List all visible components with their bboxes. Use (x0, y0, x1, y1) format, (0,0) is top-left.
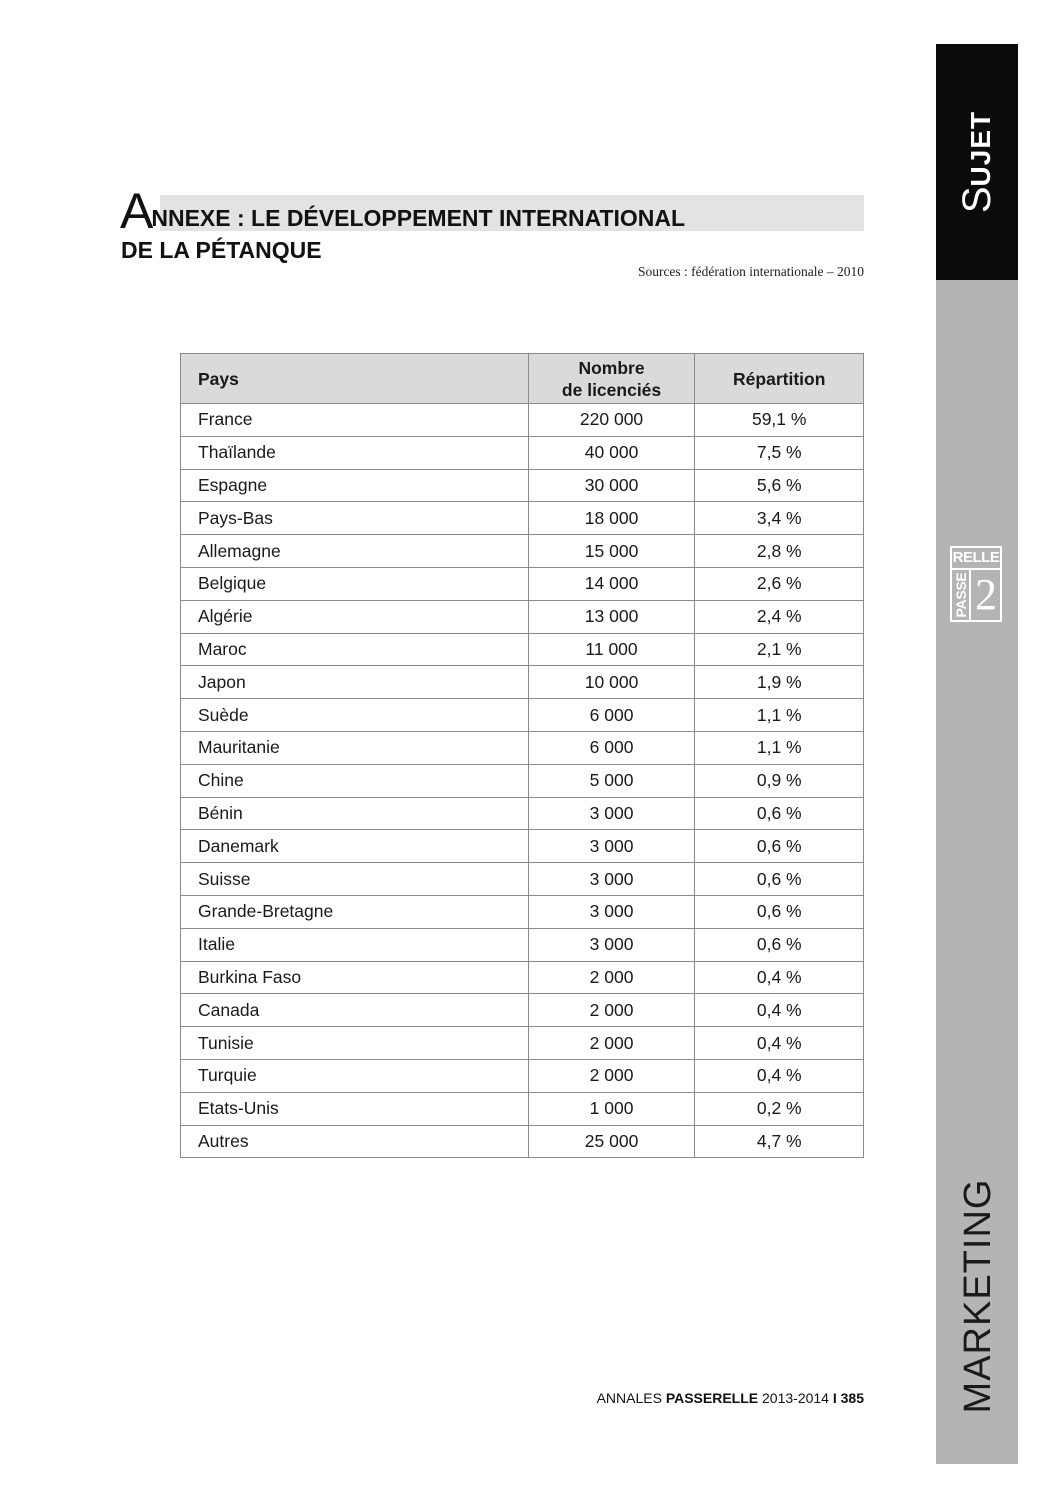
footer-separator: I (832, 1390, 837, 1406)
cell-repartition: 3,4 % (695, 502, 864, 535)
table-row (181, 535, 864, 568)
sujet-initial: S (955, 186, 999, 214)
cell-nombre: 3 000 (528, 895, 695, 928)
cell-pays: Allemagne (181, 535, 529, 568)
cell-pays: Maroc (181, 633, 529, 666)
cell-repartition: 0,4 % (695, 1059, 864, 1092)
cell-nombre: 3 000 (528, 928, 695, 961)
cell-repartition: 59,1 % (695, 404, 864, 437)
cell-nombre: 1 000 (528, 1092, 695, 1125)
table-row (181, 1027, 864, 1060)
cell-nombre: 6 000 (528, 731, 695, 764)
cell-repartition: 2,4 % (695, 600, 864, 633)
cell-repartition: 0,6 % (695, 797, 864, 830)
table-row (181, 633, 864, 666)
table-row (181, 436, 864, 469)
table-row (181, 404, 864, 437)
cell-nombre: 5 000 (528, 764, 695, 797)
cell-pays: Burkina Faso (181, 961, 529, 994)
page-title-line2: DE LA PÉTANQUE (121, 237, 322, 263)
table-row (181, 863, 864, 896)
cell-nombre: 2 000 (528, 1059, 695, 1092)
header-nombre (528, 354, 695, 404)
cell-repartition: 5,6 % (695, 469, 864, 502)
title-initial: A (120, 183, 152, 239)
table-row (181, 830, 864, 863)
cell-nombre: 2 000 (528, 1027, 695, 1060)
cell-pays: Suède (181, 699, 529, 732)
table-row (181, 961, 864, 994)
cell-pays: Autres (181, 1125, 529, 1158)
table-row (181, 797, 864, 830)
cell-repartition: 0,6 % (695, 863, 864, 896)
table-row (181, 1092, 864, 1125)
cell-repartition: 0,6 % (695, 830, 864, 863)
cell-pays: Tunisie (181, 1027, 529, 1060)
cell-pays: Suisse (181, 863, 529, 896)
cell-nombre: 3 000 (528, 863, 695, 896)
logo-vertical (953, 570, 971, 620)
cell-nombre: 220 000 (528, 404, 695, 437)
logo-top-text: RELLE (952, 548, 1000, 570)
title-line1-rest: NNEXE : LE DÉVELOPPEMENT INTERNATIONAL (151, 205, 686, 231)
passerelle-2-logo (950, 546, 1002, 622)
cell-nombre: 13 000 (528, 600, 695, 633)
cell-nombre: 3 000 (528, 797, 695, 830)
cell-pays: Turquie (181, 1059, 529, 1092)
cell-pays: Algérie (181, 600, 529, 633)
table-row (181, 600, 864, 633)
cell-pays: Espagne (181, 469, 529, 502)
side-label-sujet (957, 111, 997, 213)
cell-nombre: 6 000 (528, 699, 695, 732)
cell-repartition: 4,7 % (695, 1125, 864, 1158)
cell-repartition: 0,2 % (695, 1092, 864, 1125)
cell-pays: Pays-Bas (181, 502, 529, 535)
cell-repartition: 1,1 % (695, 699, 864, 732)
header-nombre-line2: de licenciés (561, 379, 662, 400)
logo-side-text: PASSE (953, 572, 969, 618)
footer-annales: ANNALES (596, 1390, 662, 1406)
cell-repartition: 1,1 % (695, 731, 864, 764)
cell-repartition: 2,8 % (695, 535, 864, 568)
licencies-table (180, 353, 864, 1158)
table-row (181, 994, 864, 1027)
table-row (181, 928, 864, 961)
cell-pays: Canada (181, 994, 529, 1027)
cell-pays: France (181, 404, 529, 437)
header-nombre-line1: Nombre (578, 357, 645, 378)
table-row (181, 699, 864, 732)
sujet-rest: UJET (965, 110, 996, 187)
cell-nombre: 18 000 (528, 502, 695, 535)
cell-nombre: 2 000 (528, 994, 695, 1027)
cell-repartition: 0,4 % (695, 1027, 864, 1060)
table-row (181, 567, 864, 600)
cell-nombre: 11 000 (528, 633, 695, 666)
cell-pays: Japon (181, 666, 529, 699)
cell-pays: Etats-Unis (181, 1092, 529, 1125)
table-row (181, 502, 864, 535)
cell-nombre: 10 000 (528, 666, 695, 699)
cell-repartition: 7,5 % (695, 436, 864, 469)
cell-repartition: 0,4 % (695, 961, 864, 994)
table-row (181, 1125, 864, 1158)
table-row (181, 731, 864, 764)
cell-pays: Bénin (181, 797, 529, 830)
cell-nombre: 2 000 (528, 961, 695, 994)
sources-note: Sources : fédération internationale – 2010 (637, 264, 864, 279)
cell-nombre: 30 000 (528, 469, 695, 502)
page-number: 385 (840, 1390, 864, 1406)
cell-repartition: 0,9 % (695, 764, 864, 797)
footer-brand: PASSERELLE (665, 1390, 759, 1406)
cell-repartition: 0,4 % (695, 994, 864, 1027)
table-row (181, 895, 864, 928)
table-row (181, 764, 864, 797)
cell-pays: Chine (181, 764, 529, 797)
cell-nombre: 14 000 (528, 567, 695, 600)
cell-nombre: 25 000 (528, 1125, 695, 1158)
table-row (181, 469, 864, 502)
page-footer (597, 1390, 864, 1406)
header-repartition: Répartition (695, 354, 864, 404)
cell-pays: Belgique (181, 567, 529, 600)
cell-pays: Danemark (181, 830, 529, 863)
logo-number: 2 (975, 570, 997, 619)
cell-pays: Grande-Bretagne (181, 895, 529, 928)
cell-repartition: 2,1 % (695, 633, 864, 666)
footer-years: 2013-2014 (762, 1390, 829, 1406)
table-row (181, 1059, 864, 1092)
page-title-line1 (120, 183, 686, 239)
cell-repartition: 0,6 % (695, 895, 864, 928)
cell-repartition: 2,6 % (695, 567, 864, 600)
header-pays: Pays (181, 354, 529, 404)
cell-nombre: 15 000 (528, 535, 695, 568)
cell-nombre: 40 000 (528, 436, 695, 469)
cell-nombre: 3 000 (528, 830, 695, 863)
cell-pays: Mauritanie (181, 731, 529, 764)
cell-pays: Italie (181, 928, 529, 961)
cell-repartition: 1,9 % (695, 666, 864, 699)
cell-pays: Thaïlande (181, 436, 529, 469)
table-row (181, 666, 864, 699)
side-label-marketing: MARKETING (957, 1178, 999, 1414)
table-header-row (181, 354, 864, 404)
cell-repartition: 0,6 % (695, 928, 864, 961)
